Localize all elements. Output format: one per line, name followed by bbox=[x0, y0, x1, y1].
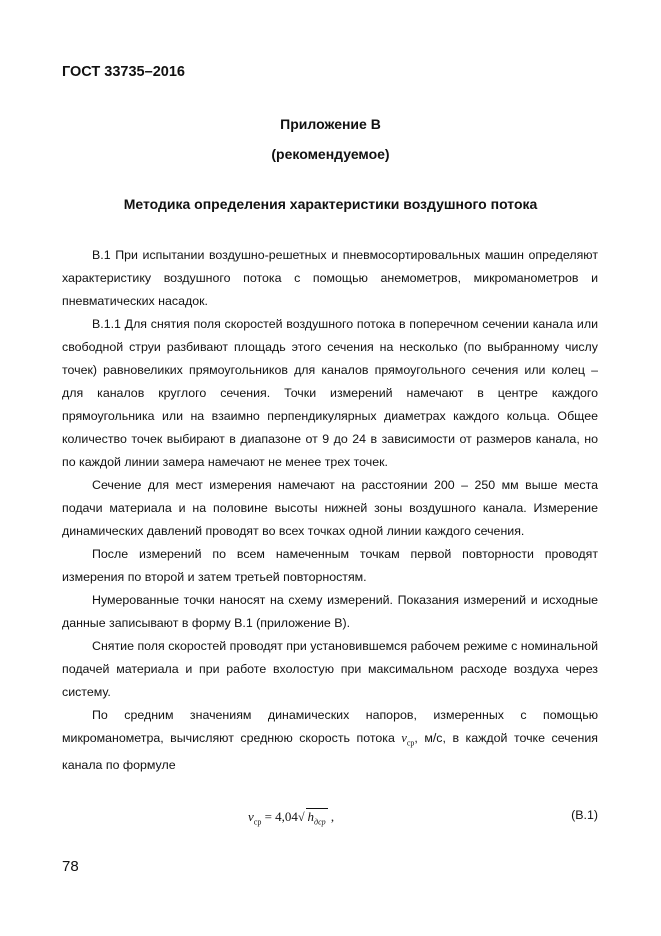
paragraph: В.1.1 Для снятия поля скоростей воздушного потока в поперечном сечении канала или свободной струи разбивают площадь этого сечения на несколько (по выбранному числу точек) равновеликих прямоугольников для каналов прямоугольного сечения или колец – для каналов круглого сечения. Точки измерений намечают в центре каждого прямоугольника или на взаимно перпендикулярных диаметрах каждого кольца. Общее количество точек выбирают в диапазоне от 9 до 24 в зависимости от размеров канала, но по каждой линии замера намечают не менее трех точек. bbox=[62, 317, 598, 469]
appendix-status: (рекомендуемое) bbox=[271, 146, 390, 162]
paragraph: Нумерованные точки наносят на схему измерений. Показания измерений и исходные данные записывают в форму В.1 (приложение В). bbox=[62, 593, 598, 630]
velocity-symbol: $v_{ср}$ bbox=[401, 731, 415, 748]
formula-trail: , bbox=[327, 809, 335, 824]
page-number: 78 bbox=[62, 858, 79, 875]
equation-number: (В.1) bbox=[571, 808, 598, 822]
appendix-heading: Методика определения характеристики воздушного потока bbox=[123, 196, 538, 212]
intro-text-after: , м/с, в каждой точке сечения канала по формуле bbox=[62, 731, 598, 773]
paragraph-formula-intro bbox=[62, 704, 598, 777]
formula-coef: = 4,04 bbox=[261, 809, 298, 824]
paragraph: Сечение для мест измерения намечают на расстоянии 200 – 250 мм выше места подачи материала и на половине высоты нижней зоны воздушного канала. Измерение динамических давлений проводят во всех точках одной линии каждого сечения. bbox=[62, 478, 598, 538]
formula-radicand: $h_{дср}$ bbox=[307, 809, 326, 827]
formula-lhs: v bbox=[248, 809, 254, 824]
formula-lhs-sub: ср bbox=[253, 817, 262, 827]
appendix-title: Приложение В bbox=[280, 116, 381, 132]
paragraph: После измерений по всем намеченным точкам первой повторности проводят измерения по второй и затем третьей повторностям. bbox=[62, 547, 598, 584]
formula-b1 bbox=[248, 808, 334, 827]
paragraph: Снятие поля скоростей проводят при установившемся рабочем режиме с номинальной подачей материала и при работе вхолостую при максимальном расходе воздуха через систему. bbox=[62, 639, 598, 699]
sqrt-sign: √ bbox=[297, 810, 305, 824]
body-text bbox=[62, 244, 598, 777]
intro-text-before: По средним значениям динамических напоров, измеренных с помощью микроманометра, вычисляют среднюю скорость потока bbox=[62, 708, 598, 745]
standard-number: ГОСТ 33735–2016 bbox=[62, 64, 185, 80]
formula-row bbox=[62, 806, 598, 832]
paragraph: В.1 При испытании воздушно-решетных и пневмосортировальных машин определяют характеристику воздушного потока с помощью анемометров, микроманометров и пневматических насадок. bbox=[62, 248, 598, 308]
